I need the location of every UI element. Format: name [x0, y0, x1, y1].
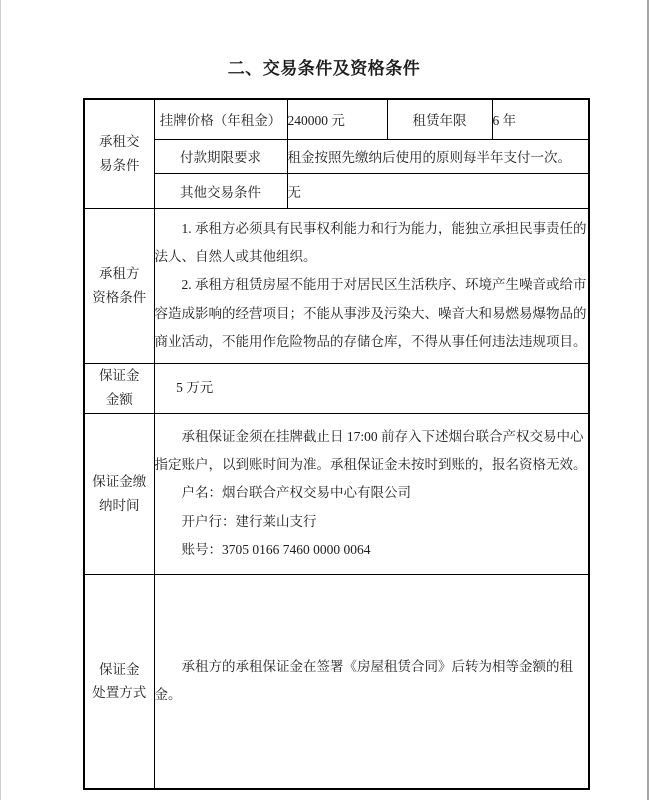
table-row-deposit-amount — [84, 363, 589, 413]
payment-deadline-label: 付款期限要求 — [154, 139, 287, 173]
page-title: 二、交易条件及资格条件 — [227, 59, 421, 78]
row-header-lease-terms — [84, 99, 154, 208]
row-header-lease-terms-line1: 承租交 — [99, 134, 140, 150]
listing-price-value: 240000 元 — [287, 99, 387, 139]
deposit-disposal-content — [154, 574, 589, 789]
lease-term-value: 6 年 — [492, 99, 589, 139]
table-row-listing-price — [84, 99, 589, 139]
row-header-lease-terms-line2: 易条件 — [99, 157, 140, 173]
deposit-payment-content — [154, 413, 589, 574]
row-header-qualification — [84, 208, 154, 363]
table-row-deposit-disposal — [84, 574, 589, 789]
deposit-account-number: 账号：3705 0166 7460 0000 0064 — [181, 542, 371, 558]
row-header-deposit-disposal — [84, 574, 154, 789]
lease-term-label: 租赁年限 — [387, 99, 492, 139]
table-row-other-terms — [84, 173, 589, 208]
deposit-amount-value: 5 万元 — [176, 379, 214, 395]
table-row-qualification — [84, 208, 589, 363]
row-header-deposit-disposal-line2: 处置方式 — [92, 685, 147, 701]
payment-deadline-value: 租金按照先缴纳后使用的原则每半年支付一次。 — [287, 139, 589, 173]
row-header-qualification-line2: 资格条件 — [92, 289, 147, 305]
row-header-deposit-disposal-line1: 保证金 — [99, 661, 140, 677]
table-row-deposit-payment — [84, 413, 589, 574]
deposit-account-name: 户名：烟台联合产权交易中心有限公司 — [181, 485, 411, 501]
row-header-deposit-amount-line1: 保证金 — [99, 368, 140, 384]
listing-price-label: 挂牌价格（年租金） — [154, 99, 287, 139]
qualification-paragraph-1: 1. 承租方必须具有民事权利能力和行为能力，能独立承担民事责任的法人、自然人或其他组织。 — [154, 220, 587, 264]
qualification-content — [154, 208, 589, 363]
row-header-qualification-line1: 承租方 — [99, 265, 140, 281]
table-row-payment-deadline — [84, 139, 589, 173]
deposit-amount-content — [154, 363, 589, 413]
row-header-deposit-amount-line2: 金额 — [105, 392, 133, 407]
row-header-deposit-payment-line1: 保证金缴 — [92, 473, 147, 489]
row-header-deposit-amount — [84, 363, 154, 413]
deposit-disposal-value: 承租方的承租保证金在签署《房屋租赁合同》后转为相等金额的租金。 — [154, 658, 573, 703]
qualification-paragraph-2: 2. 承租方租赁房屋不能用于对居民区生活秩序、环境产生噪音或给市容造成影响的经营项目；不能从事涉及污染大、噪音大和易燃易爆物品的商业活动，不能用作危险物品的存储仓库，不得从事任何违法违规项目。 — [154, 277, 587, 350]
deposit-payment-intro: 承租保证金须在挂牌截止日 17:00 前存入下述烟台联合产权交易中心指定账户，以到账时间为准。承租保证金未按时到账的，报名资格无效。 — [154, 428, 587, 472]
other-terms-value: 无 — [287, 173, 589, 208]
row-header-deposit-payment — [84, 413, 154, 574]
deposit-bank: 开户行：建行莱山支行 — [181, 513, 317, 529]
terms-table — [83, 98, 590, 790]
row-header-deposit-payment-line2: 纳时间 — [99, 497, 140, 513]
other-terms-label: 其他交易条件 — [154, 173, 287, 208]
